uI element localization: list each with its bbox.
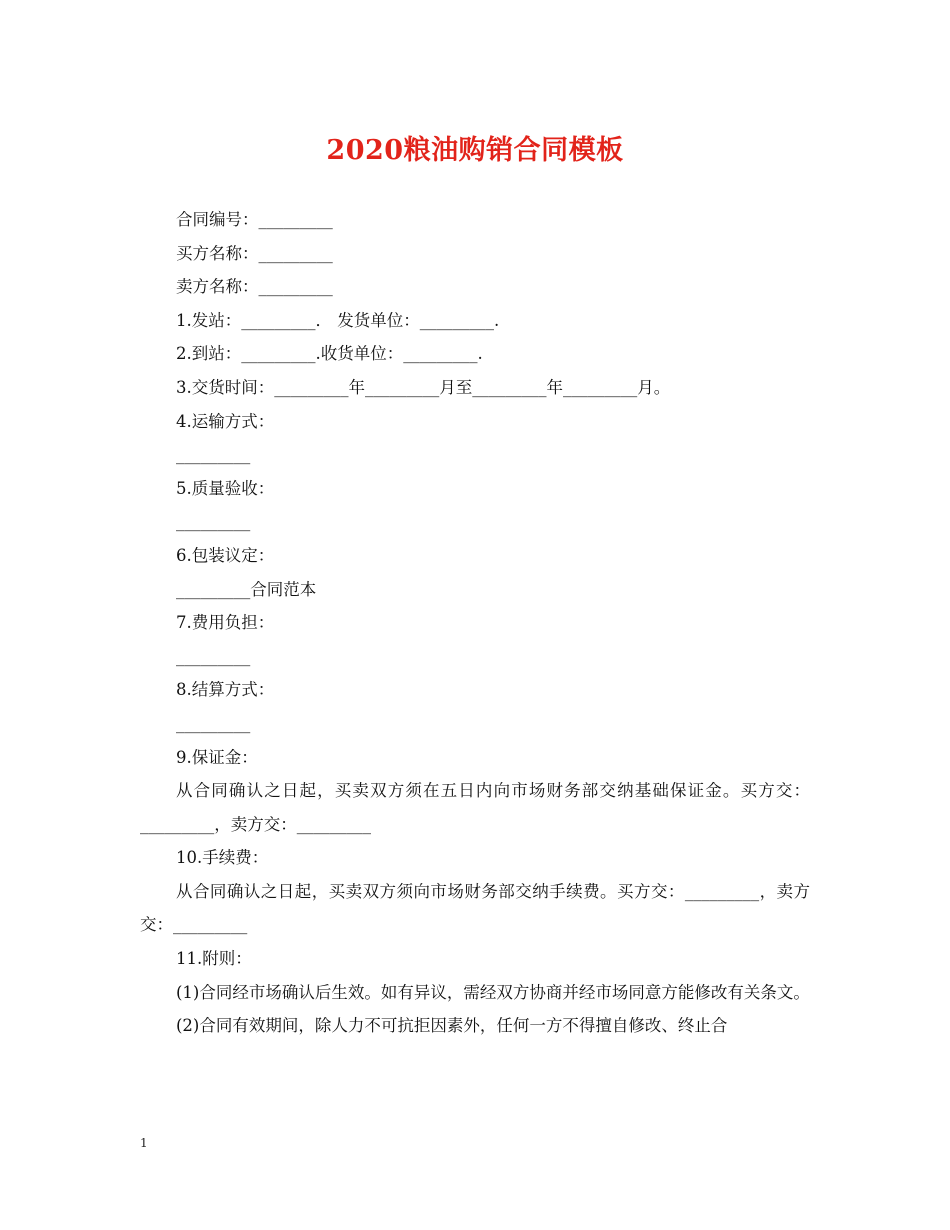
clause-3-delivery-time: 3.交货时间：_________年_________月至_________年_________月。 [176,377,671,397]
clause-10-heading: 10.手续费： [176,848,269,868]
clause-5-blank: _________ [176,512,251,532]
clause-11-paragraph-2: (2)合同有效期间，除人力不可抗拒因素外，任何一方不得擅自修改、终止合 [176,1016,728,1036]
clause-1-dispatch-station: 1.发站：_________． 发货单位：_________. [176,310,500,330]
clause-4-blank: _________ [176,445,251,465]
page-number: 1 [140,1136,148,1150]
clause-5-heading: 5.质量验收： [176,478,275,498]
document-title: 2020粮油购销合同模板 [326,135,624,166]
clause-2-arrival-station: 2.到站：_________.收货单位：_________. [176,344,483,364]
contract-number-line: 合同编号：_________ [176,210,333,229]
clause-10-paragraph: 从合同确认之日起，买卖双方须向市场财务部交纳手续费。买方交：_________，卖方交：_________ [140,881,810,935]
clause-6-blank: _________合同范本 [176,579,317,599]
clause-7-heading: 7.费用负担： [176,613,275,633]
buyer-name-line: 买方名称：_________ [176,243,333,263]
clause-11-heading: 11.附则： [176,949,252,969]
clause-11-paragraph-1: (1)合同经市场确认后生效。如有异议，需经双方协商并经市场同意方能修改有关条文。 [176,982,810,1002]
clause-9-heading: 9.保证金： [176,747,258,767]
seller-name-line: 卖方名称：_________ [176,277,333,297]
clause-9-paragraph: 从合同确认之日起，买卖双方须在五日内向市场财务部交纳基础保证金。买方交：_________，卖方交：_________ [140,781,810,834]
clause-7-blank: _________ [176,646,251,666]
clause-8-heading: 8.结算方式： [176,680,275,700]
clause-8-blank: _________ [176,713,251,733]
clause-6-heading: 6.包装议定： [176,545,275,565]
document-body [140,203,810,1043]
clause-4-heading: 4.运输方式： [176,411,275,431]
